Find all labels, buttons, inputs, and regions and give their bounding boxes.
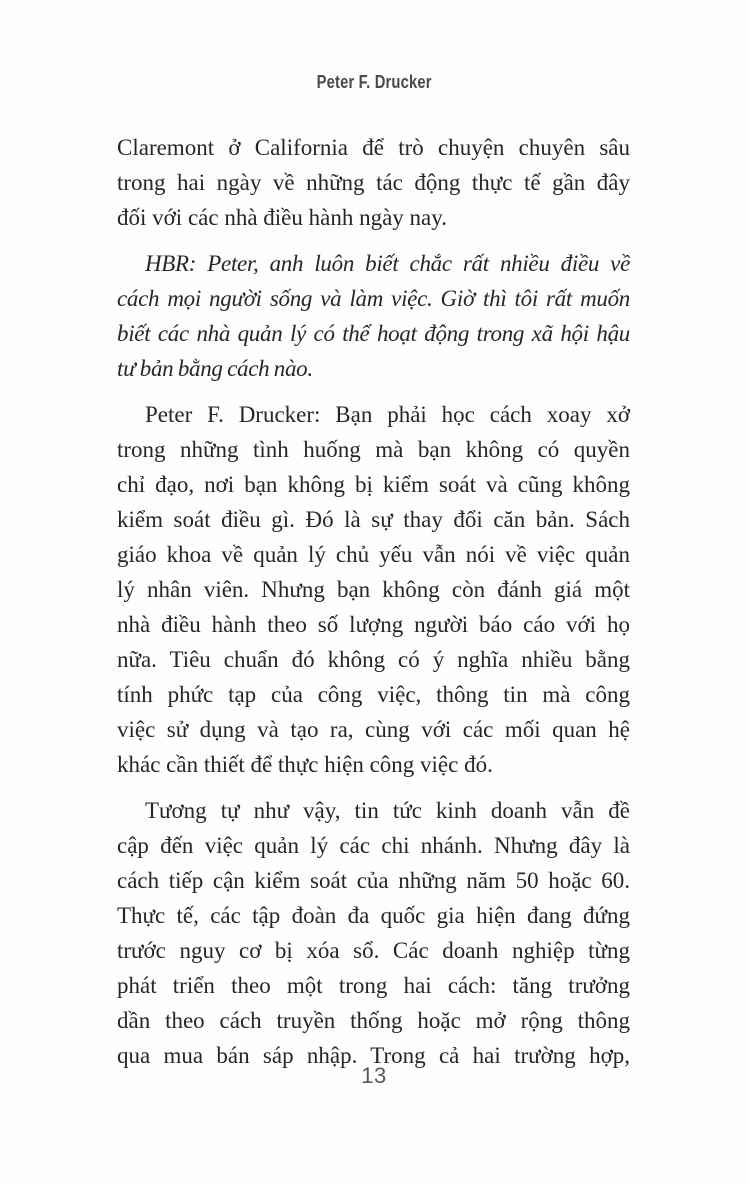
text-line: nhà điều hành theo số lượng người báo cáo với họ: [117, 612, 630, 637]
text-line: nữa. Tiêu chuẩn đó không có ý nghĩa nhiều bằng: [117, 647, 630, 672]
page-number-text: 13: [361, 1063, 387, 1088]
paragraph-drucker-answer: [117, 397, 630, 782]
text-line: trong hai ngày về những tác động thực tế gần đây: [117, 170, 630, 195]
paragraph-continuation: [117, 130, 630, 235]
text-line: Peter F. Drucker: Bạn phải học cách xoay xở: [145, 402, 630, 427]
running-header-text: Peter F. Drucker: [316, 72, 432, 92]
running-header: [0, 72, 748, 93]
text-line: trước nguy cơ bị xóa sổ. Các doanh nghiệp từng: [117, 938, 630, 963]
text-line: qua mua bán sáp nhập. Trong cả hai trường hợp,: [117, 1043, 630, 1068]
text-line: trong những tình huống mà bạn không có quyền: [117, 437, 630, 462]
text-line: Claremont ở California để trò chuyện chuyên sâu: [117, 135, 630, 160]
text-line: giáo khoa về quản lý chủ yếu vẫn nói về việc quản: [117, 542, 630, 567]
paragraph-hbr-question: [117, 246, 630, 386]
text-line: HBR: Peter, anh luôn biết chắc rất nhiều điều về: [145, 251, 630, 276]
text-line: cách tiếp cận kiểm soát của những năm 50 hoặc 60.: [117, 868, 630, 893]
text-line: phát triển theo một trong hai cách: tăng trưởng: [117, 973, 630, 998]
text-line: tính phức tạp của công việc, thông tin mà công: [117, 682, 630, 707]
text-line: việc sử dụng và tạo ra, cùng với các mối quan hệ: [117, 717, 630, 742]
text-line: Thực tế, các tập đoàn đa quốc gia hiện đang đứng: [117, 903, 630, 928]
text-line: tư bản bằng cách nào.: [117, 356, 313, 381]
text-line: lý nhân viên. Nhưng bạn không còn đánh giá một: [117, 577, 630, 602]
text-line: Tương tự như vậy, tin tức kinh doanh vẫn đề: [145, 798, 630, 823]
page-body: [117, 130, 630, 1084]
text-line: chỉ đạo, nơi bạn không bị kiểm soát và cũng không: [117, 472, 630, 497]
text-line: khác cần thiết để thực hiện công việc đó.: [117, 752, 493, 777]
page-number: [0, 1063, 748, 1089]
text-line: cách mọi người sống và làm việc. Giờ thì tôi rất muốn: [117, 286, 630, 311]
text-line: kiểm soát điều gì. Đó là sự thay đổi căn bản. Sách: [117, 507, 630, 532]
text-line: cập đến việc quản lý các chi nhánh. Nhưng đây là: [117, 833, 630, 858]
text-line: biết các nhà quản lý có thể hoạt động trong xã hội hậu: [117, 321, 630, 346]
paragraph-business-news: [117, 793, 630, 1073]
text-line: đối với các nhà điều hành ngày nay.: [117, 205, 448, 230]
text-line: dần theo cách truyền thống hoặc mở rộng thông: [117, 1008, 630, 1033]
